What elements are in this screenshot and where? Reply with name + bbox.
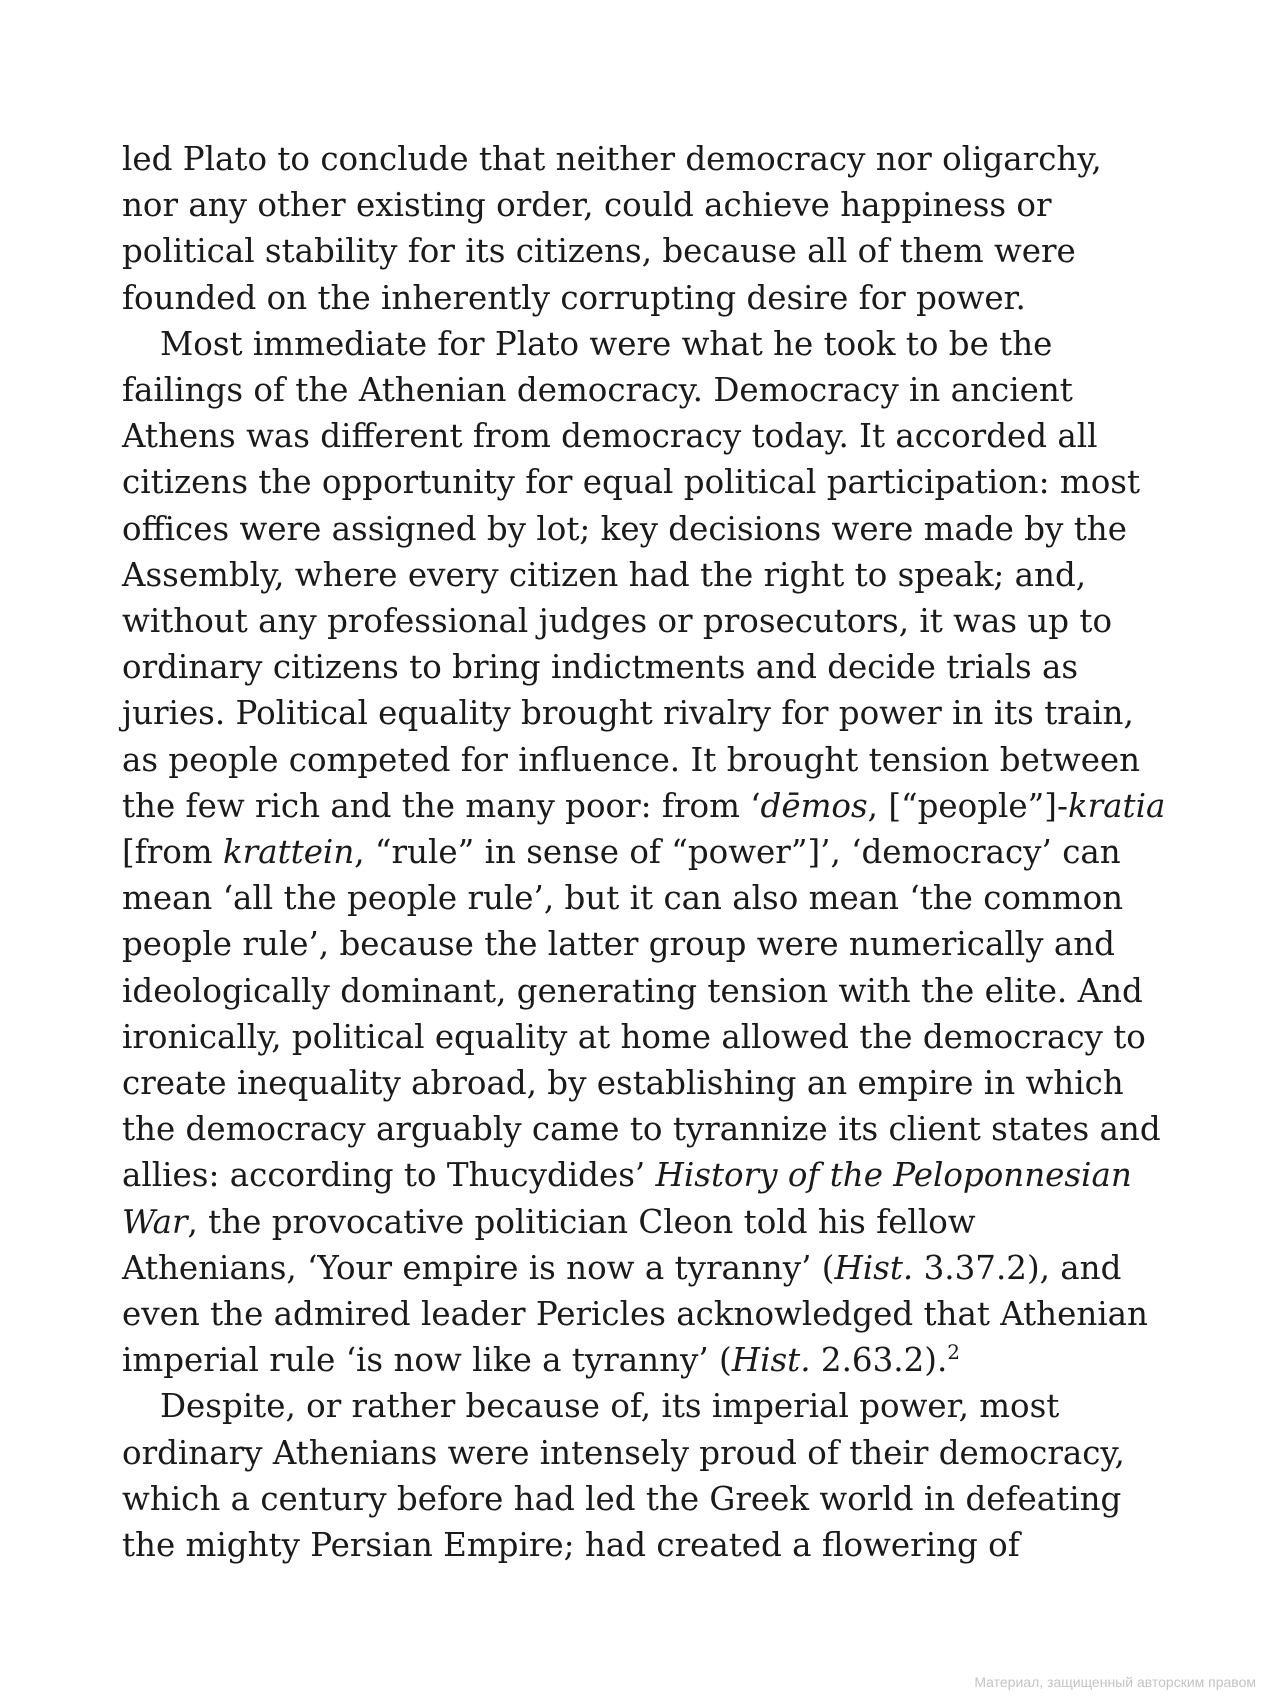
text-line: led Plato to conclude that neither democracy nor oligarchy,: [122, 140, 1102, 178]
text-line: [122, 1152, 1178, 1198]
text-line: even the admired leader Pericles acknowledged that Athenian: [122, 1295, 1148, 1334]
text-line: [122, 1337, 1178, 1383]
paragraph-2: [122, 321, 1178, 1384]
text-line: which a century before had led the Greek world in defeating: [122, 1479, 1122, 1518]
text-line: [122, 1199, 1178, 1245]
text-line: mean ‘all the people rule’, but it can also mean ‘the common: [122, 879, 1124, 918]
text-run: 3.37.2), and: [913, 1248, 1122, 1287]
text-run: Athenians, ‘Your empire is now a tyranny’ (: [122, 1248, 835, 1287]
text-line: founded on the inherently corrupting desire for power.: [122, 278, 1026, 317]
text-line: citizens the opportunity for equal political participation: most: [122, 463, 1141, 502]
text-line: [122, 829, 1178, 875]
italic-title: History of the Peloponnesian: [655, 1156, 1132, 1195]
text-run: imperial rule ‘is now like a tyranny’ (: [122, 1341, 732, 1380]
text-line: Athens was different from democracy today. It accorded all: [122, 417, 1098, 456]
text-run: , the provocative politician Cleon told his fellow: [187, 1202, 976, 1241]
italic-citation: Hist.: [731, 1341, 811, 1380]
text-line: ordinary Athenians were intensely proud of their democracy,: [122, 1433, 1125, 1472]
italic-term: kratia: [1067, 786, 1166, 825]
text-run: allies: according to Thucydides’: [122, 1156, 656, 1195]
body-text: [122, 136, 1178, 1568]
text-line: juries. Political equality brought rivalry for power in its train,: [122, 694, 1134, 733]
text-run: the few rich and the many poor: from ‘: [122, 786, 761, 825]
italic-title: War: [122, 1202, 188, 1241]
text-line: create inequality abroad, by establishing an empire in which: [122, 1064, 1124, 1103]
text-line: people rule’, because the latter group were numerically and: [122, 925, 1115, 964]
text-run: [from: [122, 833, 223, 872]
text-line: ironically, political equality at home allowed the democracy to: [122, 1017, 1146, 1056]
text-line: as people competed for influence. It brought tension between: [122, 740, 1141, 779]
text-line: failings of the Athenian democracy. Democracy in ancient: [122, 371, 1073, 410]
text-line: [122, 783, 1178, 829]
paragraph-3: [122, 1383, 1178, 1568]
text-run: 2.63.2).: [810, 1341, 948, 1380]
text-line: the mighty Persian Empire; had created a flowering of: [122, 1526, 1020, 1565]
italic-term: krattein: [222, 833, 355, 872]
copyright-watermark: Материал, защищенный авторским правом: [974, 1674, 1256, 1690]
text-line: [122, 1245, 1178, 1291]
text-line: Most immediate for Plato were what he took to be the: [160, 324, 1053, 363]
italic-term: dēmos: [760, 786, 868, 825]
text-line: nor any other existing order, could achieve happiness or: [122, 186, 1052, 225]
text-line: without any professional judges or prosecutors, it was up to: [122, 602, 1113, 641]
text-run: , “rule” in sense of “power”]’, ‘democracy’ can: [354, 833, 1121, 872]
italic-citation: Hist.: [834, 1248, 914, 1287]
text-line: Despite, or rather because of, its imperial power, most: [160, 1387, 1060, 1426]
text-line: offices were assigned by lot; key decisions were made by the: [122, 509, 1127, 548]
text-run: , [“people”]-: [867, 786, 1068, 825]
text-line: ordinary citizens to bring indictments and decide trials as: [122, 648, 1079, 687]
text-line: the democracy arguably came to tyrannize its client states and: [122, 1110, 1161, 1149]
text-line: ideologically dominant, generating tension with the elite. And: [122, 971, 1143, 1010]
text-line: Assembly, where every citizen had the right to speak; and,: [122, 555, 1087, 594]
paragraph-1: [122, 136, 1178, 321]
footnote-reference[interactable]: 2: [947, 1340, 961, 1365]
text-line: political stability for its citizens, because all of them were: [122, 232, 1076, 271]
